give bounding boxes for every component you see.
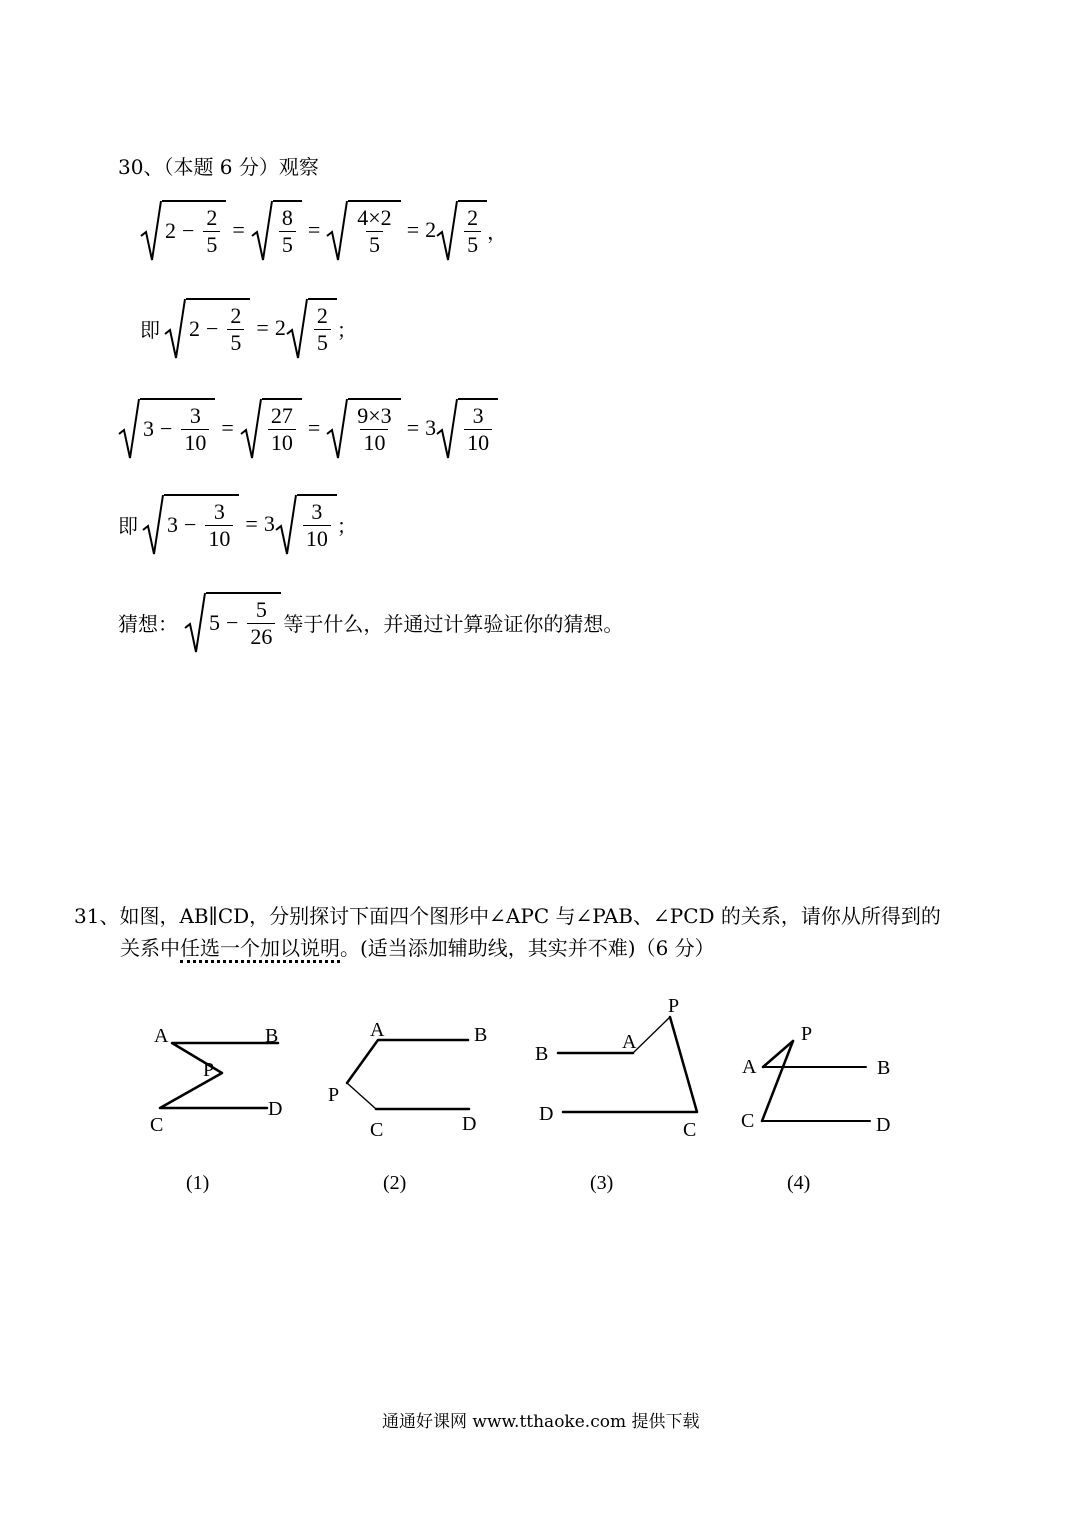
punctuation: ； xyxy=(336,319,357,342)
label-P: P xyxy=(203,1059,215,1081)
equals-sign: = xyxy=(406,217,420,242)
fraction: $\frac{3}{10}$ xyxy=(464,403,492,456)
geometry-figures xyxy=(0,980,1087,1210)
fraction: $\frac{3}{10}$ xyxy=(205,499,233,552)
radical: 3 − $\frac{3}{10}$ xyxy=(118,398,215,458)
q30-equation-3 xyxy=(118,398,498,458)
fraction: $\frac{2}{5}$ xyxy=(314,303,331,356)
label-A: A xyxy=(370,1019,385,1041)
coefficient: 3 xyxy=(263,511,275,536)
radical: 2 − $\frac{2}{5}$ xyxy=(164,298,250,358)
punctuation: ， xyxy=(487,221,508,244)
label-B: B xyxy=(877,1057,891,1079)
coefficient: 2 xyxy=(425,217,437,242)
label-A: A xyxy=(622,1031,637,1053)
label-D: D xyxy=(268,1098,283,1120)
label-P: P xyxy=(801,1023,813,1045)
figure-3 xyxy=(535,995,697,1194)
figure-1 xyxy=(150,1025,282,1194)
label-B: B xyxy=(474,1024,488,1046)
caption-2: (2) xyxy=(383,1172,407,1194)
radical: 5 − $\frac{5}{26}$ xyxy=(184,592,281,652)
fraction: $\frac{27}{10}$ xyxy=(268,403,296,456)
label-P: P xyxy=(328,1084,340,1106)
equals-sign: = xyxy=(307,415,321,440)
q30-equation-1 xyxy=(140,200,507,260)
fraction: $\frac{9\times 3}{10}$ xyxy=(357,402,392,455)
q30-conjecture xyxy=(118,592,623,652)
prefix-text: 即 xyxy=(118,515,138,538)
equals-sign: = xyxy=(406,415,420,440)
q30-equation-4 xyxy=(118,494,357,554)
q31-line-2 xyxy=(120,936,715,960)
caption-1: (1) xyxy=(186,1172,210,1194)
coefficient: 3 xyxy=(425,415,437,440)
fraction: $\frac{5}{26}$ xyxy=(247,597,275,650)
label-D: D xyxy=(539,1103,554,1125)
equals-sign: = xyxy=(245,511,258,536)
label-C: C xyxy=(370,1119,384,1141)
label-A: A xyxy=(742,1056,757,1078)
q31-line-1: 31、如图，AB∥CD，分别探讨下面四个图形中∠APC 与∠PAB、∠PCD 的关系，请你从所得到的 xyxy=(74,904,941,928)
radical xyxy=(436,398,498,458)
radical xyxy=(286,298,337,358)
label-B: B xyxy=(265,1025,279,1047)
question-text: 等于什么，并通过计算验证你的猜想。 xyxy=(283,613,624,636)
label-A: A xyxy=(154,1025,169,1047)
equals-sign: = xyxy=(232,217,245,242)
label-D: D xyxy=(876,1114,891,1136)
fraction: $\frac{2}{5}$ xyxy=(227,303,244,356)
radical xyxy=(140,200,226,260)
fraction: $\frac{4\times 2}{5}$ xyxy=(357,204,392,257)
radical xyxy=(275,494,337,554)
coefficient: 2 xyxy=(274,315,286,340)
label-P: P xyxy=(668,995,680,1017)
radical xyxy=(436,200,487,260)
q30-equation-2 xyxy=(140,298,357,358)
equals-sign: = xyxy=(221,415,234,440)
figure-4 xyxy=(741,1023,890,1194)
radical xyxy=(240,398,302,458)
label-C: C xyxy=(741,1110,755,1132)
label-B: B xyxy=(535,1043,549,1065)
label-C: C xyxy=(683,1119,697,1141)
caption-3: (3) xyxy=(590,1172,614,1194)
text: 关系中 xyxy=(120,936,180,960)
footer: 通通好课网 www.tthaoke.com 提供下载 xyxy=(382,1412,700,1432)
punctuation: ； xyxy=(336,515,357,538)
fraction: $\frac{3}{10}$ xyxy=(303,499,331,552)
radical xyxy=(326,398,400,458)
q30-title: 30、（本题 6 分）观察 xyxy=(118,155,319,179)
minus-sign: − xyxy=(182,218,195,243)
equals-sign: = xyxy=(256,315,269,340)
radical xyxy=(326,200,400,260)
label-C: C xyxy=(150,1114,164,1136)
figure-2 xyxy=(328,1019,487,1194)
fraction: $\frac{2}{5}$ xyxy=(464,205,481,258)
emphasized-text: 任选一个加以说明 xyxy=(180,936,340,963)
radical xyxy=(251,200,302,260)
term: 2 xyxy=(165,218,176,243)
text: 。(适当添加辅助线，其实并不难)（6 分） xyxy=(340,936,715,960)
caption-4: (4) xyxy=(787,1172,811,1194)
label-D: D xyxy=(462,1113,477,1135)
fraction: $\frac{3}{10}$ xyxy=(181,403,209,456)
prefix-text: 即 xyxy=(140,319,160,342)
fraction: $\frac{8}{5}$ xyxy=(279,205,296,258)
prefix-text: 猜想： xyxy=(118,613,178,636)
fraction: $\frac{2}{5}$ xyxy=(203,205,220,258)
equals-sign: = xyxy=(307,217,321,242)
radical: 3 − $\frac{3}{10}$ xyxy=(142,494,239,554)
